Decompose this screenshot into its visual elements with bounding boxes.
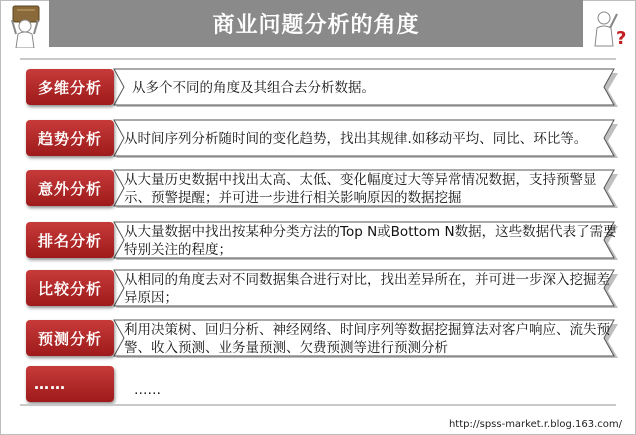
analysis-row xyxy=(26,270,608,308)
analysis-description: …… xyxy=(134,382,161,398)
divider-top xyxy=(20,58,616,60)
analysis-row xyxy=(26,222,617,260)
person-carrying-box-icon xyxy=(4,4,46,48)
analysis-label: …… xyxy=(26,366,114,402)
page-title: 商业问题分析的角度 xyxy=(212,13,420,38)
analysis-description: 从多个不同的角度及其组合去分析数据。 xyxy=(132,80,375,96)
analysis-description: 从大量数据中找出按某种分类方法的Top N或Bottom N数据，这些数据代表了需要特别关注的程度； xyxy=(124,224,617,258)
analysis-row xyxy=(26,69,608,107)
analysis-row xyxy=(26,170,608,208)
person-question-icon xyxy=(590,6,630,48)
analysis-label: 预测分析 xyxy=(26,320,114,356)
analysis-description: 从大量历史数据中找出太高、太低、变化幅度过大等异常情况数据，支持预警显示、预警提醒；并可进一步进行相关影响原因的数据挖掘 xyxy=(124,172,597,206)
footer-url: http://spss-market.r.blog.163.com/ xyxy=(448,419,622,430)
analysis-label: 意外分析 xyxy=(26,170,114,206)
analysis-label: 比较分析 xyxy=(26,270,114,306)
svg-text:?: ? xyxy=(616,28,627,48)
analysis-label: 趋势分析 xyxy=(26,120,114,156)
analysis-row xyxy=(26,366,608,404)
title-bar xyxy=(49,0,583,47)
analysis-row xyxy=(26,320,608,358)
analysis-row xyxy=(26,120,608,158)
analysis-label: 多维分析 xyxy=(26,69,114,105)
analysis-label: 排名分析 xyxy=(26,222,114,258)
analysis-description: 利用决策树、回归分析、神经网络、时间序列等数据挖掘算法对客户响应、流失预警、收入预测、业务量预测、欠费预测等进行预测分析 xyxy=(124,322,610,356)
analysis-description: 从时间序列分析随时间的变化趋势，找出其规律.如移动平均、同比、环比等。 xyxy=(124,131,588,147)
divider-bottom xyxy=(20,404,616,406)
analysis-description: 从相同的角度去对不同数据集合进行对比，找出差异所在，并可进一步深入挖掘差异原因； xyxy=(124,272,610,306)
